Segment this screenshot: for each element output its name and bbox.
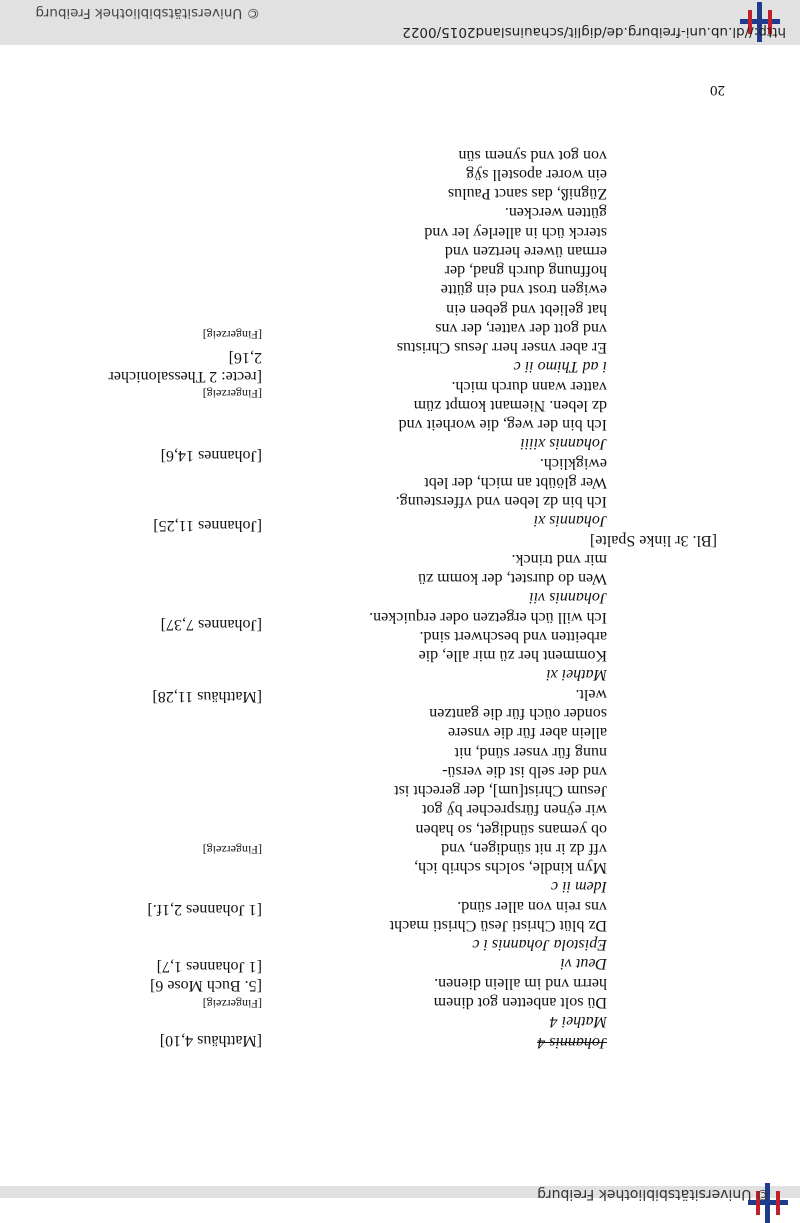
text-line: vff dz ir nit sündigen, vnd xyxy=(441,840,607,857)
text-line: gütten wercken. xyxy=(504,204,607,221)
text-line: Zügniß, das sanct Paulus xyxy=(447,185,607,202)
heading-deut-vi: Deut vi xyxy=(560,955,607,972)
text-line: dz leben. Niemant kompt züm xyxy=(413,397,607,414)
text-line: arbeitten vnd beschwert sind. xyxy=(419,628,607,645)
text-line: von got vnd synem sün xyxy=(458,147,607,164)
heading-johannis-xiiii: Johannis xiiii xyxy=(520,435,607,452)
heading-mathei-4: Mathei 4 xyxy=(549,1013,607,1030)
text-line: Wer glöübt an mich, der lebt xyxy=(424,474,607,491)
text-line: mir vnd trinck. xyxy=(511,551,607,568)
margin-note: [recte: 2 Thessalonicher xyxy=(108,368,262,385)
margin-note-fingerzeig: [Fingerzeig] xyxy=(202,328,262,342)
heading-ad-thimo: i ad Thimo ii c xyxy=(513,358,607,375)
margin-note: [1 Johannes 1,7] xyxy=(156,958,262,975)
text-line: sonder oüch für die gantzen xyxy=(429,705,607,722)
text-line: welt. xyxy=(575,686,607,703)
margin-note: [Johannes 14,6] xyxy=(160,447,262,464)
text-line: ewigklich. xyxy=(539,455,607,472)
text-line: erman üwere hertzen vnd xyxy=(444,243,607,260)
text-line: ewigen trost vnd ein gütte xyxy=(440,281,607,298)
text-line: ob yemans sündiget, so haben xyxy=(415,821,607,838)
heading-johannis-vii: Johannis vii xyxy=(529,589,607,606)
footer-url-link[interactable]: http://dl.ub.uni-freiburg.de/diglit/schauinsland2015/0022 xyxy=(402,24,786,40)
text-line: Komment her zü mir alle, die xyxy=(418,647,607,664)
text-line: vns rein von aller sünd. xyxy=(457,898,607,915)
heading-johannis-xi: Johannis xi xyxy=(533,512,607,529)
page-number: 20 xyxy=(710,82,725,98)
folio-marker: [Bl. 3r linke Spalte] xyxy=(589,532,717,549)
margin-note: [1 Johannes 2,1f.] xyxy=(147,901,262,918)
text-line: vnd der selb ist die versü- xyxy=(442,763,607,780)
margin-note-fingerzeig: [Fingerzeig] xyxy=(202,387,262,401)
margin-note-fingerzeig: [Fingerzeig] xyxy=(202,997,262,1011)
text-line: Dü solt anbetten got dinem xyxy=(433,994,607,1011)
heading-johannis-4: Johannis 4 xyxy=(537,1034,607,1051)
heading-mathei-xi: Mathei xi xyxy=(546,666,607,683)
text-line: Ich bin dz leben vnd vffersteung. xyxy=(395,493,607,510)
text-line: Myn kindle, solchs schrib ich, xyxy=(414,859,607,876)
text-line: allein aber für die vnsere xyxy=(447,724,607,741)
header-credit: © Universitätsbibliothek Freiburg xyxy=(537,1186,770,1202)
text-line: Dz blüt Christi Jesü Christi macht xyxy=(389,917,607,934)
text-line: Ich will üch ergetzen oder erquicken. xyxy=(369,609,607,626)
text-line: hat geliebt vnd geben ein xyxy=(446,301,607,318)
text-line: wir eÿnen fürsprecher bÿ got xyxy=(422,801,607,818)
text-line: vnd gott der vatter, der vns xyxy=(435,320,607,337)
margin-note: [5. Buch Mose 6] xyxy=(150,977,262,994)
margin-note-fingerzeig: [Fingerzeig] xyxy=(202,843,262,857)
text-line: sterck üch in allerley ler vnd xyxy=(424,224,607,241)
text-line: Wen do durstet, der komm zü xyxy=(418,570,607,587)
text-line: ein worer apostell sÿg xyxy=(466,166,607,183)
text-line: Ich bin der weg, die worheit vnd xyxy=(398,416,607,433)
margin-note: [Johannes 11,25] xyxy=(153,517,262,534)
margin-note: 2,16] xyxy=(228,349,262,366)
margin-note: [Johannes 7,37] xyxy=(160,616,262,633)
text-line: vatter wann durch mich. xyxy=(451,378,607,395)
margin-note: [Matthäus 4,10] xyxy=(159,1032,262,1049)
text-line: Er aber vnser herr Jesus Christus xyxy=(396,339,607,356)
heading-epistola-johannis: Epistola Johannis i c xyxy=(472,936,607,953)
text-line: Jesum Christ[um], der gerecht ist xyxy=(394,782,607,799)
footer-credit: © Universitätsbibliothek Freiburg xyxy=(35,5,260,21)
text-line: herrn vnd im allein dienen. xyxy=(434,975,607,992)
margin-note: [Matthäus 11,28] xyxy=(152,688,262,705)
text-line: nung für vnser sünd, nit xyxy=(454,744,607,761)
text-line: hoffnung durch gnad, der xyxy=(444,262,607,279)
heading-idem-ii-c: Idem ii c xyxy=(551,878,607,895)
